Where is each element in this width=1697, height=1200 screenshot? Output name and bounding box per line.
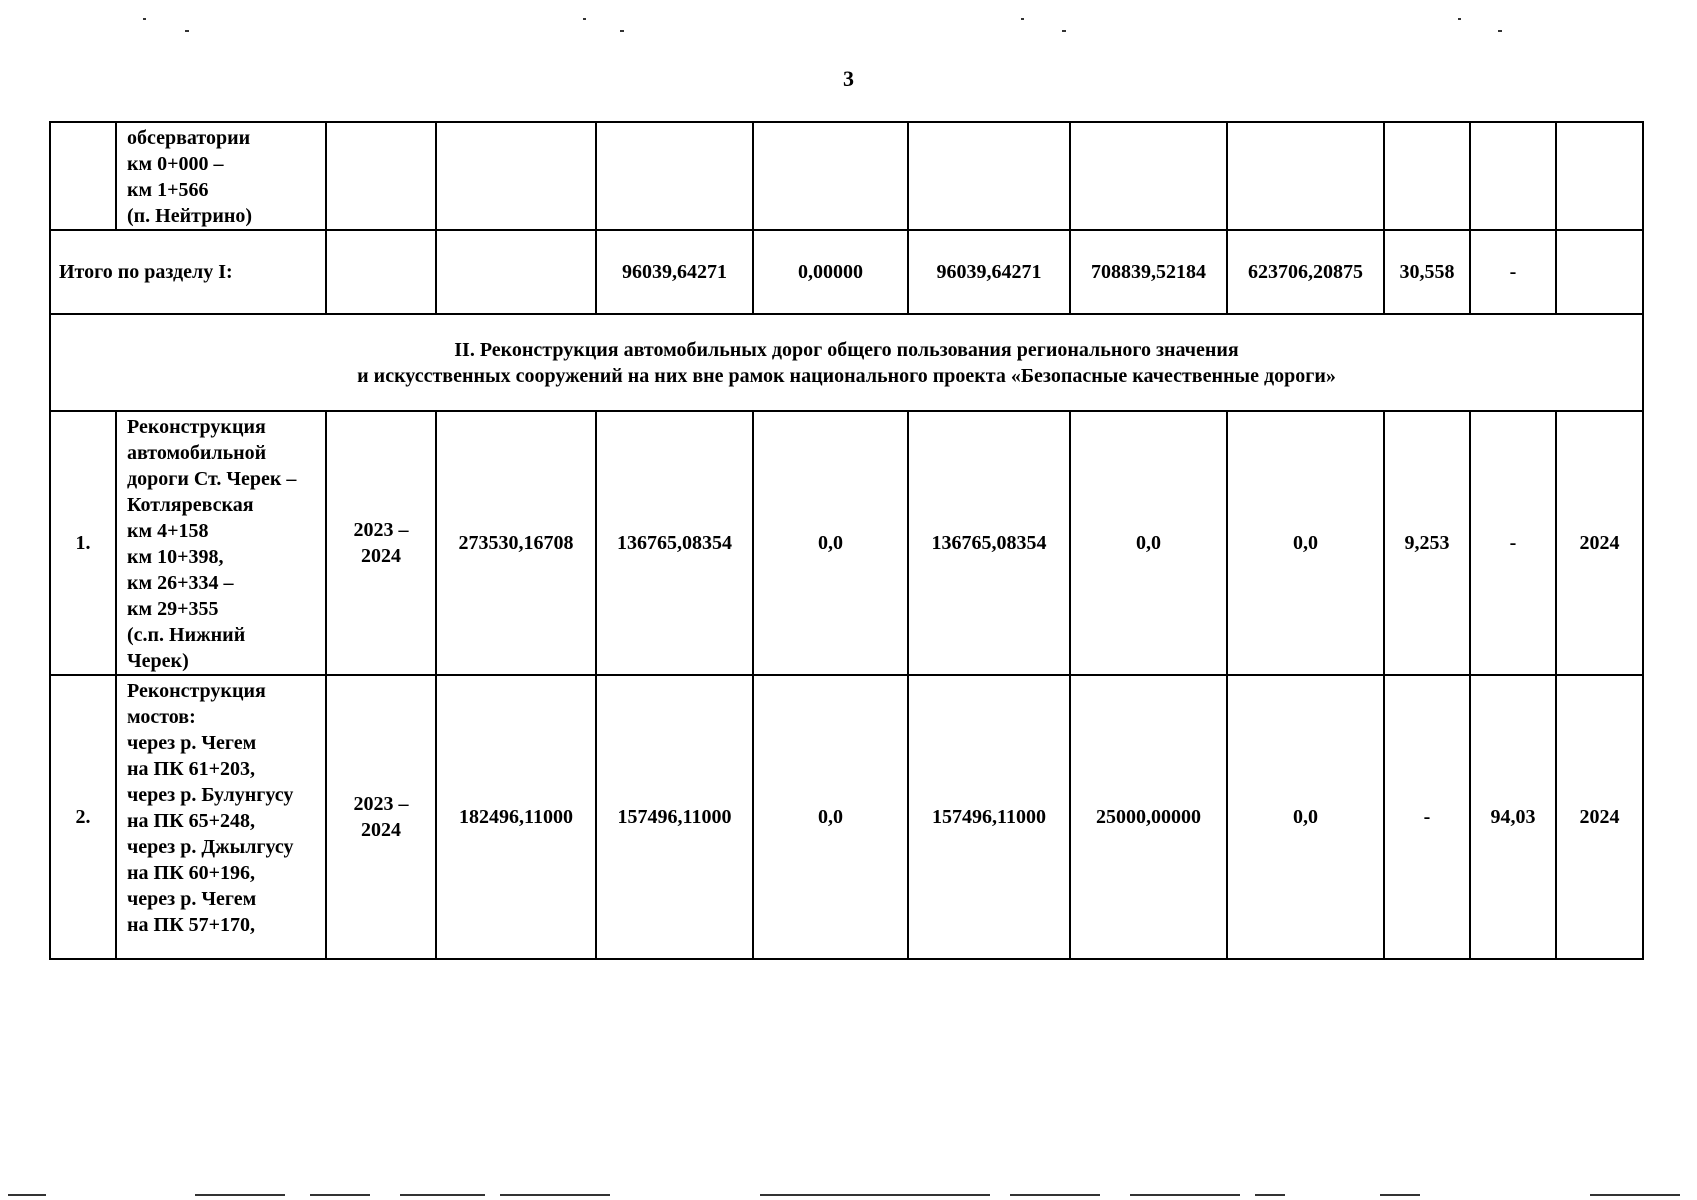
row-c11: 2024 — [1556, 411, 1643, 675]
row-c10: - — [1470, 411, 1556, 675]
row-number: 1. — [50, 411, 116, 675]
row-c11: 2024 — [1556, 675, 1643, 959]
row-c8: 0,0 — [1227, 675, 1384, 959]
row-c5: 0,0 — [753, 675, 908, 959]
subtotal-c5: 0,00000 — [753, 230, 908, 314]
row-c10: 94,03 — [1470, 675, 1556, 959]
row-years: 2023 – 2024 — [326, 411, 436, 675]
row-description: Реконструкция мостов: через р. Чегем на ПК 61+203, через р. Булунгусу на ПК 65+248, через р. Джылгусу на ПК 60+196, через р. Чегем на ПК 57+170, — [116, 675, 326, 959]
section-heading — [50, 314, 1643, 411]
row-c5: 0,0 — [753, 411, 908, 675]
row-c8: 0,0 — [1227, 411, 1384, 675]
subtotal-c8: 623706,20875 — [1227, 230, 1384, 314]
row-c9: - — [1384, 675, 1470, 959]
budget-table — [49, 121, 1644, 960]
table-row — [50, 675, 1643, 959]
row-c6: 157496,11000 — [908, 675, 1070, 959]
section-heading-line1: II. Реконструкция автомобильных дорог общего пользования регионального значения — [454, 338, 1239, 361]
continuation-row — [50, 122, 1643, 230]
row-c9: 9,253 — [1384, 411, 1470, 675]
row-c6: 136765,08354 — [908, 411, 1070, 675]
row-c7: 0,0 — [1070, 411, 1227, 675]
subtotal-label: Итого по разделу I: — [50, 230, 326, 314]
page-number: 3 — [843, 66, 854, 91]
subtotal-row — [50, 230, 1643, 314]
subtotal-c6: 96039,64271 — [908, 230, 1070, 314]
table-row — [50, 411, 1643, 675]
row-c7: 25000,00000 — [1070, 675, 1227, 959]
subtotal-c7: 708839,52184 — [1070, 230, 1227, 314]
row-c3: 182496,11000 — [436, 675, 596, 959]
row-c4: 157496,11000 — [596, 675, 753, 959]
row-description: Реконструкция автомобильной дороги Ст. Черек – Котляревская км 4+158 км 10+398, км 26+334 – км 29+355 (с.п. Нижний Черек) — [116, 411, 326, 675]
row-number: 2. — [50, 675, 116, 959]
subtotal-c10: - — [1470, 230, 1556, 314]
description-cell: обсерватории км 0+000 – км 1+566 (п. Нейтрино) — [116, 122, 326, 230]
section-heading-row — [50, 314, 1643, 411]
subtotal-c9: 30,558 — [1384, 230, 1470, 314]
section-heading-line2: и искусственных сооружений на них вне рамок национального проекта «Безопасные качественные дороги» — [357, 364, 1336, 387]
row-c3: 273530,16708 — [436, 411, 596, 675]
row-c4: 136765,08354 — [596, 411, 753, 675]
num-cell — [50, 122, 116, 230]
subtotal-c4: 96039,64271 — [596, 230, 753, 314]
row-years: 2023 – 2024 — [326, 675, 436, 959]
